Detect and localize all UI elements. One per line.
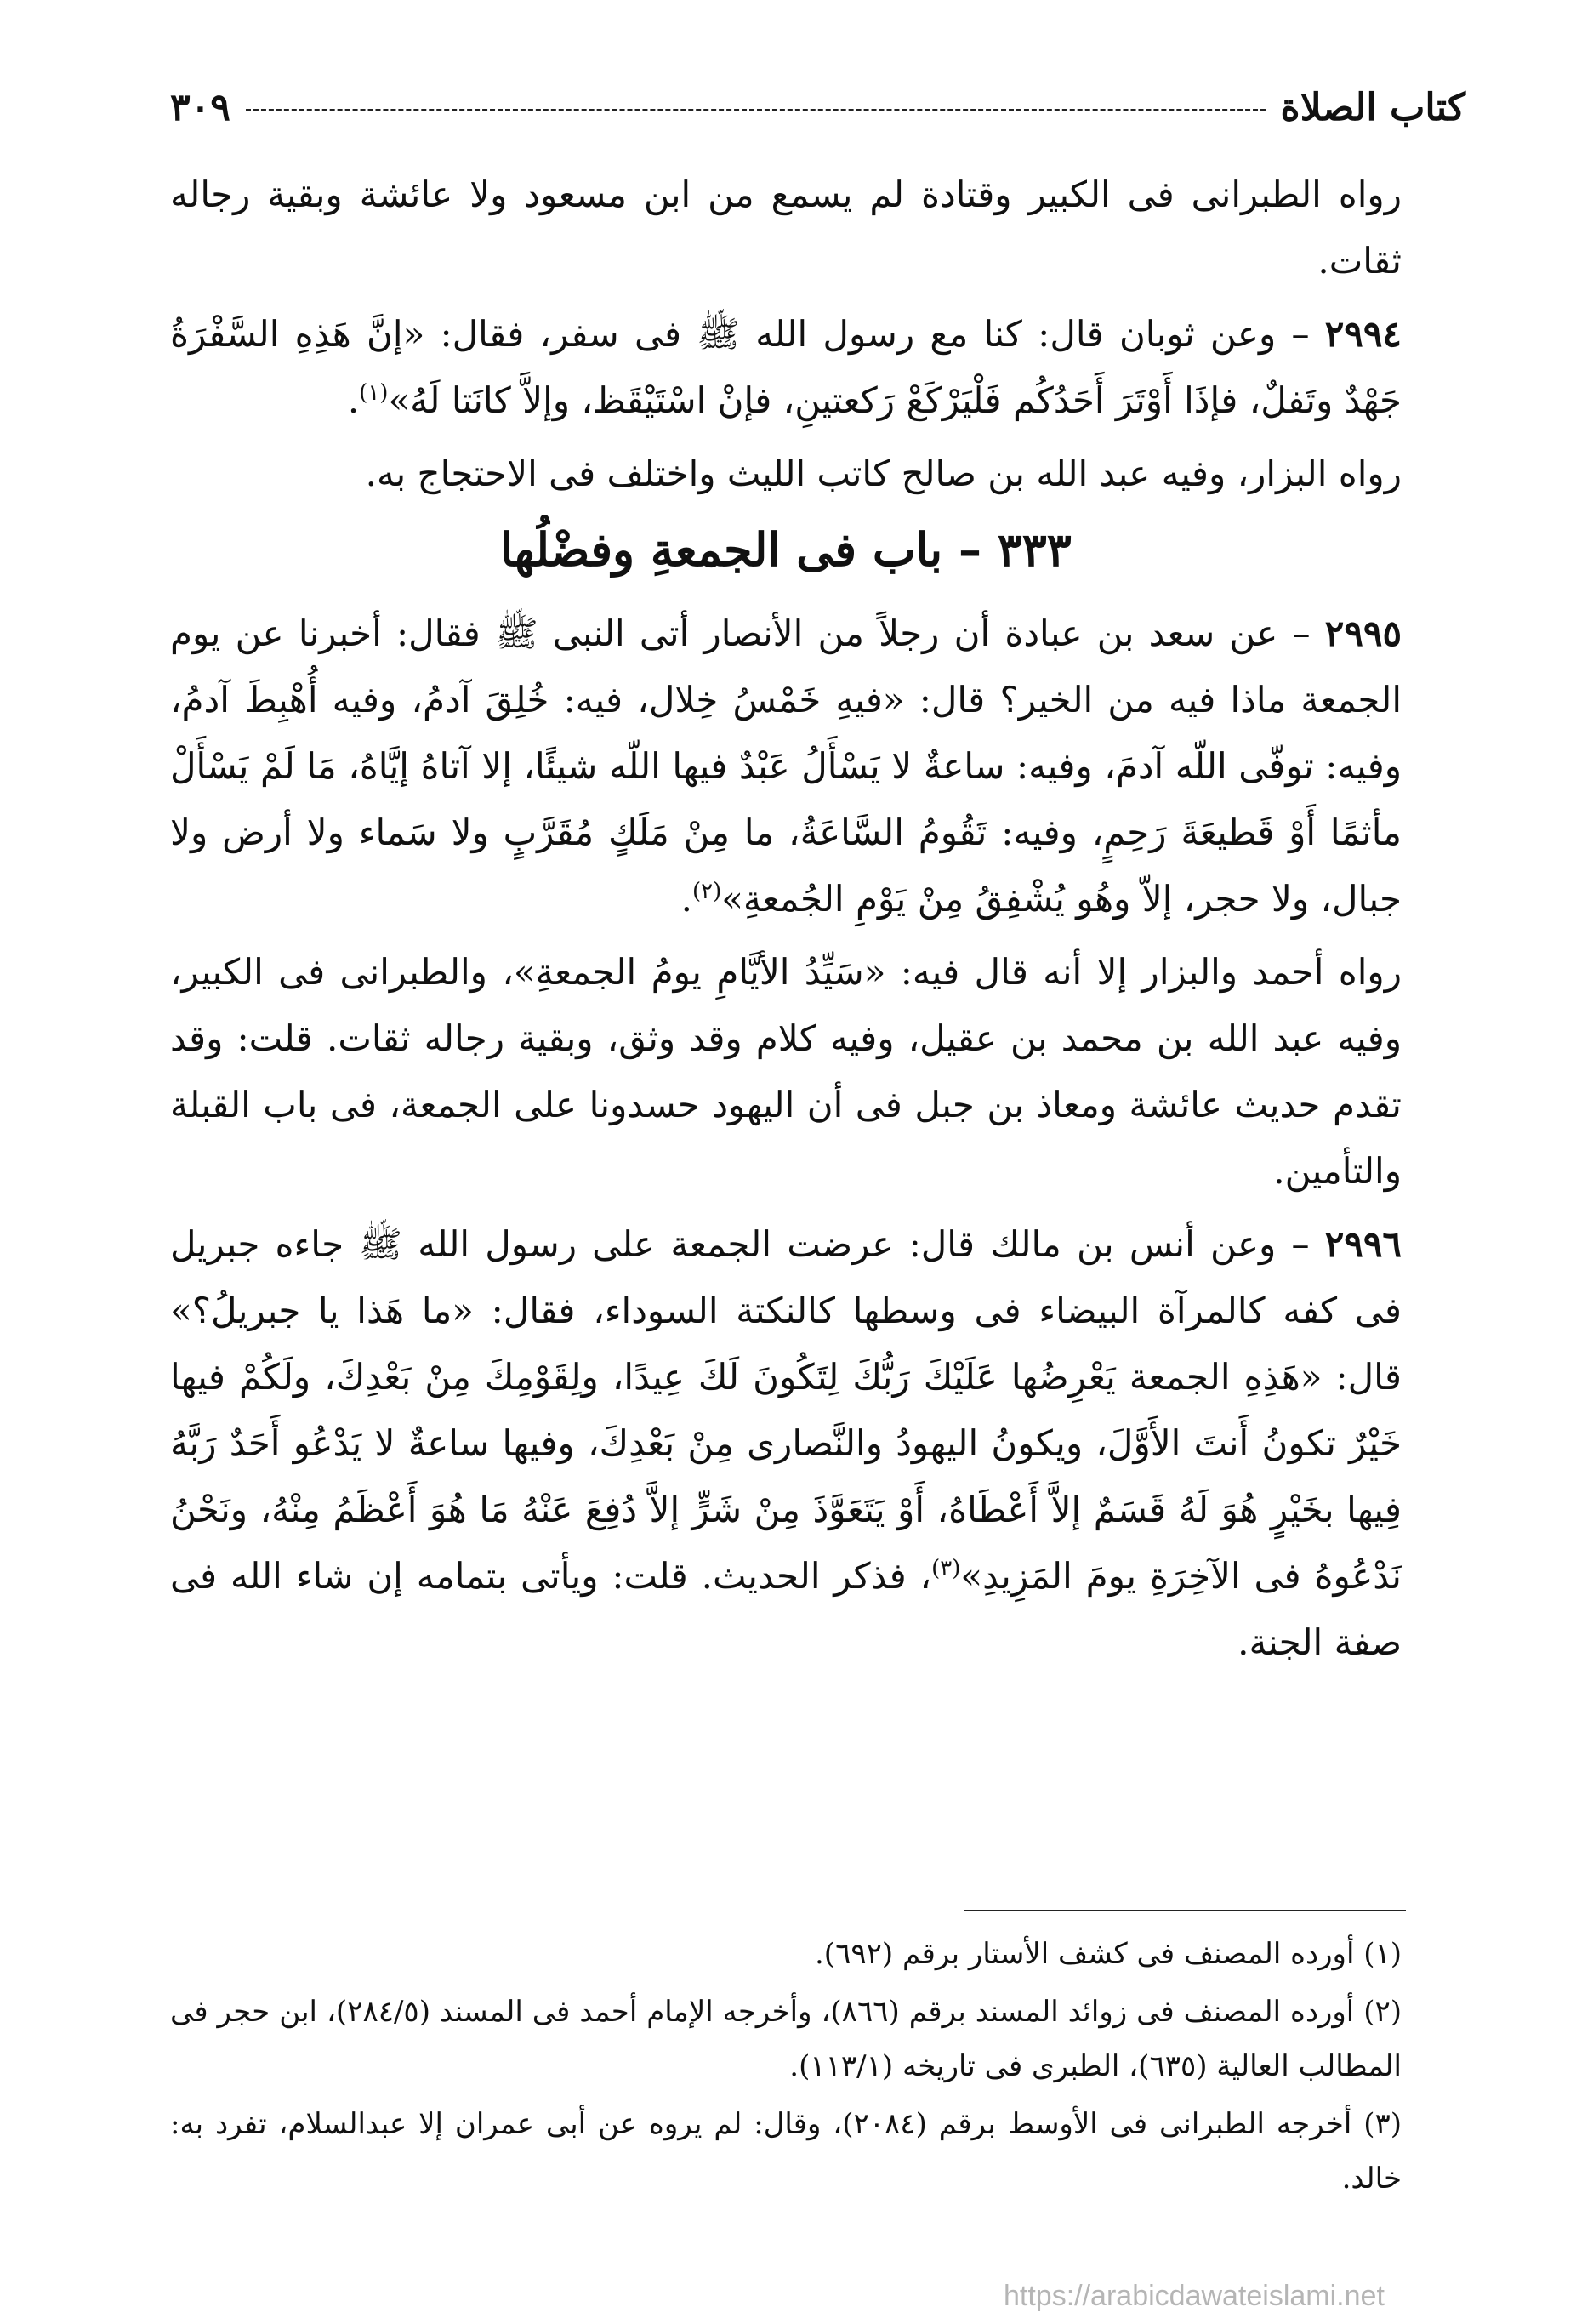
page-header: [170, 82, 1465, 133]
chapter-heading: ٣٣٣ – باب فى الجمعةِ وفضْلُها: [500, 522, 1072, 577]
book-title: كتاب الصلاة: [1280, 85, 1465, 129]
paragraph-source-2994: رواه البزار، وفيه عبد الله بن صالح كاتب الليث واختلف فى الاحتجاج به.: [365, 453, 1402, 494]
hadith-text: – وعن أنس بن مالك قال: عرضت الجمعة على رسول الله ﷺ جاءه جبريل فى كفه كالمرآة البيضاء فى وسطها كالنكتة السوداء، فقال: «ما هَذا يا جبريلُ؟» قال: «هَذِهِ الجمعة يَعْرِضُها عَلَيْكَ رَبُّكَ لِتَكُونَ لَكَ عِيدًا، ولِقَوْمِكَ مِنْ بَعْدِكَ، ولَكُمْ فيها خَيْرٌ تكونُ أَنتَ الأَوَّلَ، ويكونُ اليهودُ والنَّصارى مِنْ بَعْدِكَ، وفيها ساعةٌ لا يَدْعُو أَحَدٌ رَبَّهُ فِيها بخَيْرٍ هُوَ لَهُ قَسَمٌ إلاَّ أَعْطَاهُ، أَوْ يَتَعَوَّذَ مِنْ شَرٍّ إلاَّ دُفِعَ عَنْهُ مَا هُوَ أَعْظَمُ مِنْهُ، ونَحْنُ نَدْعُوهُ فى الآخِرَةِ يومَ المَزِيدِ»: [170, 1223, 1402, 1597]
hadith-2994: [170, 301, 1402, 434]
hadith-text-end: .: [680, 878, 692, 920]
footnote-reference[interactable]: (٢): [691, 879, 722, 904]
hadith-text: – عن سعد بن عبادة أن رجلاً من الأنصار أتى النبى ﷺ فقال: أخبرنا عن يوم الجمعة ماذا فيه من الخير؟ قال: «فيهِ خَمْسُ خِلال، فيه: خُلِقَ آدمُ، وفيه أُهْبِطَ آدمُ، وفيه: توفّى اللّه آدمَ، وفيه: ساعةٌ لا يَسْأَلُ عَبْدٌ فيها اللّه شيئًا، إلا آتاهُ إيَّاهُ، مَا لَمْ يَسْأَلْ مأثمًا أَوْ قَطيعَةَ رَحِمٍ، وفيه: تَقُومُ السَّاعَةُ، ما مِنْ مَلَكٍ مُقَرَّبٍ ولا سَماء ولا أرض ولا جبال، ولا حجر، إلاّ وهُو يُشْفِقُ مِنْ يَوْمِ الجُمعةِ»: [170, 612, 1402, 920]
hadith-text: – وعن ثوبان قال: كنا مع رسول الله ﷺ فى سفر، فقال: «إنَّ هَذِهِ السَّفْرَةُ جَهْدٌ وتَفلٌ، فإذَا أَوْتَرَ أَحَدُكُم فَلْيَرْكَعْ رَكعتينِ، فإنْ اسْتَيْقَظ، وإلاَّ كانَتا لَهُ»: [170, 313, 1402, 421]
hadith-number: ٢٩٩٦: [1324, 1223, 1402, 1265]
footnote-3: (٣) أخرجه الطبرانى فى الأوسط برقم (٢٠٨٤)، وقال: لم يروه عن أبى عمران إلا عبدالسلام، تفرد به: خالد.: [170, 2107, 1402, 2196]
hadith-text-end: .: [347, 379, 360, 421]
header-rule: [246, 109, 1266, 111]
hadith-number: ٢٩٩٥: [1324, 612, 1402, 654]
hadith-2995: [170, 601, 1402, 932]
hadith-text-end: ، فذكر الحديث. قلت: ويأتى بتمامه إن شاء الله فى صفة الجنة.: [170, 1555, 1402, 1663]
main-text: [170, 162, 1402, 1683]
paragraph-source-2995: رواه أحمد والبزار إلا أنه قال فيه: «سَيِّدُ الأيَّامِ يومُ الجمعةِ»، والطبرانى فى الكبير، وفيه عبد الله بن محمد بن عقيل، وفيه كلام وقد وثق، وبقية رجاله ثقات. قلت: وقد تقدم حديث عائشة ومعاذ بن جبل فى أن اليهود حسدونا على الجمعة، فى باب القبلة والتأمين.: [170, 951, 1402, 1192]
footnote-reference[interactable]: (١): [359, 380, 389, 406]
hadith-number: ٢٩٩٤: [1324, 313, 1402, 355]
footnotes: [170, 1927, 1402, 2209]
site-watermark: https://arabicdawateislami.net: [1004, 2280, 1385, 2312]
footnote-2: (٢) أورده المصنف فى زوائد المسند برقم (٨٦٦)، وأخرجه الإمام أحمد فى المسند (٢٨٤/٥)، ابن حجر فى المطالب العالية (٦٣٥)، الطبرى فى تاريخه (١١٣/١).: [170, 1995, 1402, 2083]
footnote-reference[interactable]: (٣): [931, 1556, 961, 1581]
page-number: ٣٠٩: [170, 85, 230, 129]
hadith-2996: [170, 1211, 1402, 1676]
footnote-divider: [964, 1910, 1406, 1911]
paragraph-source-2993: رواه الطبرانى فى الكبير وقتادة لم يسمع من ابن مسعود ولا عائشة وبقية رجاله ثقات.: [170, 174, 1402, 282]
footnote-1: (١) أورده المصنف فى كشف الأستار برقم (٦٩٢).: [815, 1937, 1402, 1971]
